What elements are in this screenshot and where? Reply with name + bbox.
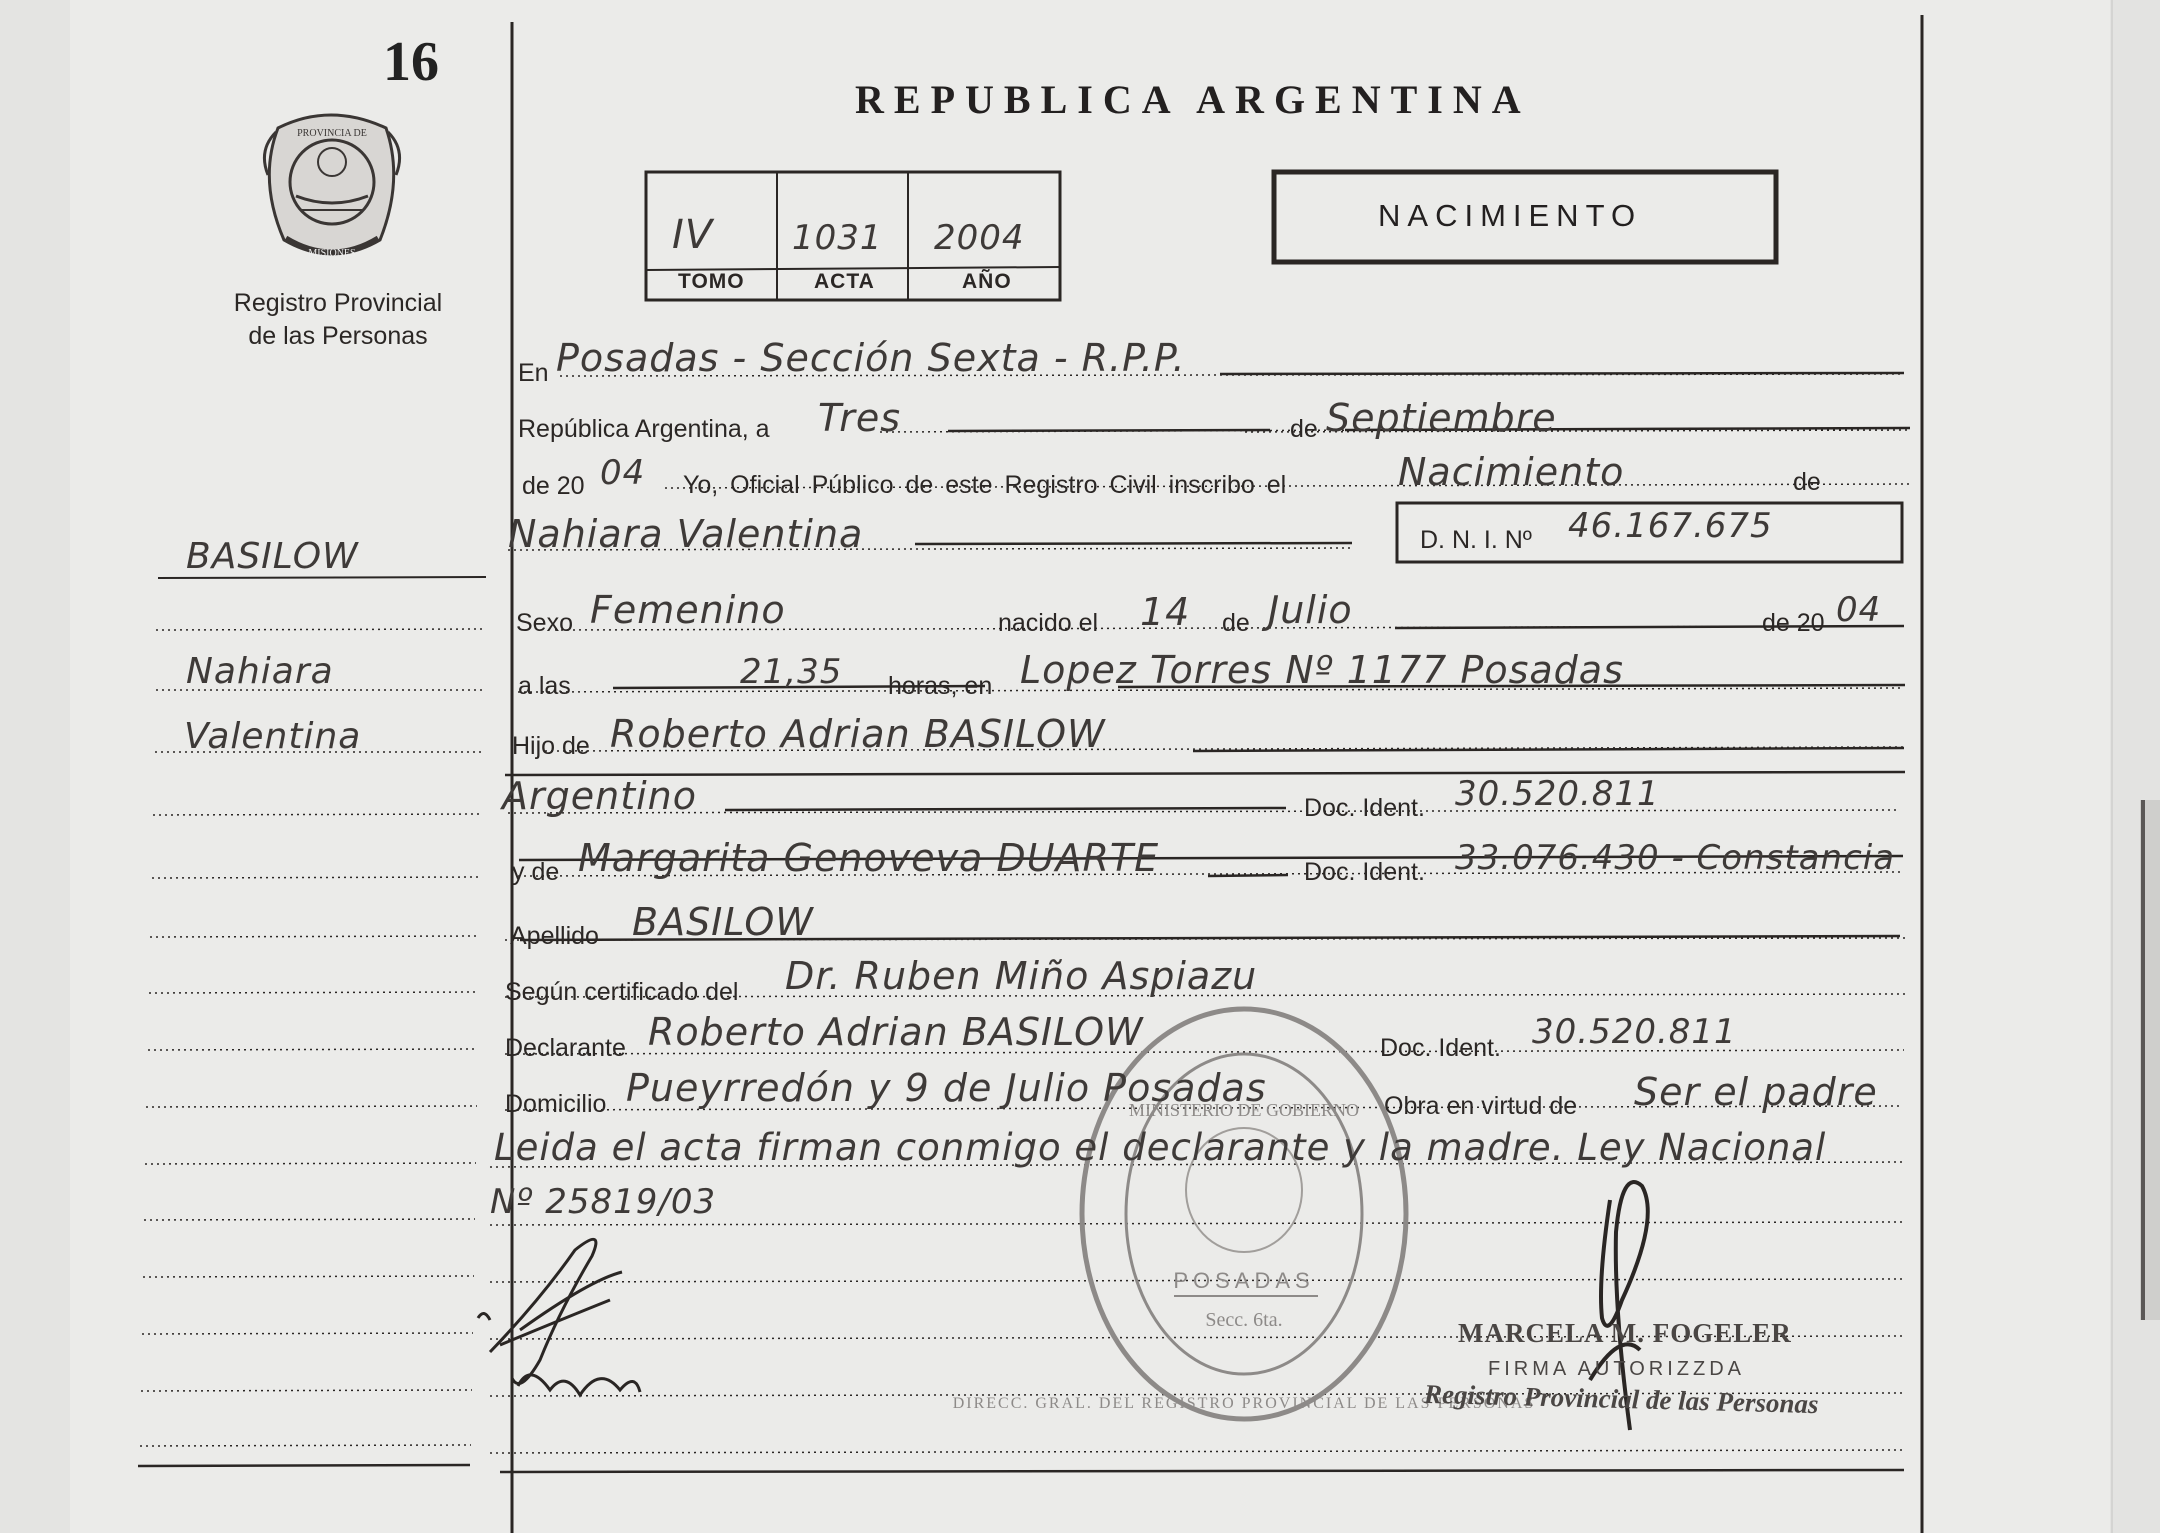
- seal-section: Secc. 6ta.: [1205, 1309, 1283, 1331]
- hijo-label: Hijo de: [512, 732, 590, 760]
- birth-time: 21,35: [740, 652, 843, 692]
- anio-value: 2004: [934, 218, 1025, 258]
- declarante-label: Declarante: [505, 1034, 626, 1062]
- domicilio-label: Domicilio: [505, 1090, 607, 1118]
- tomo-value: IV: [672, 212, 714, 258]
- seal-inner-text: MINISTERIO DE GOBIERNO: [1129, 1100, 1359, 1120]
- horas-label: horas, en: [888, 672, 993, 700]
- signer-office: Registro Provincial de las Personas: [1423, 1378, 1819, 1420]
- alas-label: a las: [518, 672, 571, 700]
- margin-name-2: Valentina: [184, 716, 362, 757]
- dni-label: D. N. I. Nº: [1420, 526, 1532, 554]
- declarante-doc: 30.520.811: [1532, 1012, 1737, 1052]
- org-name-line1: Registro Provincial: [233, 289, 443, 317]
- nacido-label: nacido el: [998, 609, 1099, 637]
- year-suffix: 04: [600, 453, 646, 493]
- margin-surname: BASILOW: [186, 536, 359, 577]
- seal-ring-text: DIRECC. GRAL. DEL REGISTRO PROVINCIAL DE LAS PERSONAS: [952, 1395, 1536, 1412]
- official-text: Yo, Oficial Público de este Registro Civil inscribo el: [683, 471, 1287, 499]
- mother-doc: 33.076.430 - Constancia: [1455, 838, 1896, 878]
- birth-year-prefix: de 20: [1762, 609, 1825, 637]
- de-label-3: de: [1222, 609, 1250, 637]
- sexo-label: Sexo: [516, 609, 573, 637]
- dni-value: 46.167.675: [1568, 506, 1773, 546]
- mother-doc-label: Doc. Ident.: [1304, 858, 1425, 886]
- father-nationality: Argentino: [502, 774, 697, 818]
- coat-of-arms-top-text: PROVINCIA DE: [297, 128, 367, 139]
- margin-name-1: Nahiara: [186, 651, 334, 692]
- org-name-line2: de las Personas: [248, 322, 428, 350]
- birth-day: 14: [1140, 590, 1191, 634]
- place-value: Posadas - Sección Sexta - R.P.P.: [556, 336, 1186, 380]
- apellido-value: BASILOW: [632, 900, 814, 944]
- day-value: Tres: [818, 396, 902, 440]
- declarante-doc-label: Doc. Ident.: [1380, 1034, 1501, 1062]
- act-type: NACIMIENTO: [1378, 198, 1643, 233]
- child-name: Nahiara Valentina: [508, 512, 864, 556]
- yde-label: y de: [512, 858, 560, 886]
- apellido-label: Apellido: [510, 922, 599, 950]
- declarante-name: Roberto Adrian BASILOW: [648, 1010, 1144, 1054]
- event-value: Nacimiento: [1398, 450, 1625, 494]
- page-number: 16: [383, 31, 439, 93]
- father-doc-label: Doc. Ident.: [1304, 794, 1425, 822]
- mother-name: Margarita Genoveva DUARTE: [578, 836, 1160, 880]
- acta-value: 1031: [792, 218, 883, 258]
- certifier: Dr. Ruben Miño Aspiazu: [785, 954, 1258, 998]
- republica-label: República Argentina, a: [518, 415, 770, 443]
- signer-name: MARCELA M. FOGELER: [1458, 1318, 1792, 1348]
- month-value: Septiembre: [1326, 396, 1557, 440]
- coat-of-arms-bottom-text: MISIONES: [308, 248, 356, 259]
- father-doc: 30.520.811: [1455, 774, 1660, 814]
- father-name: Roberto Adrian BASILOW: [610, 712, 1106, 756]
- seal-city: POSADAS: [1173, 1268, 1315, 1293]
- year-prefix: de 20: [522, 472, 585, 500]
- segun-label: Según certificado del: [505, 978, 739, 1006]
- page-title: REPUBLICA ARGENTINA: [855, 77, 1531, 122]
- en-label: En: [518, 359, 549, 387]
- signer-role: FIRMA AUTORIZZDA: [1488, 1358, 1745, 1380]
- acta-label: ACTA: [814, 270, 875, 293]
- domicilio-value: Pueyrredón y 9 de Julio Posadas: [626, 1066, 1267, 1110]
- obra-label: Obra en virtud de: [1384, 1092, 1578, 1120]
- note-line-1: Leida el acta firman conmigo el declarante y la madre. Ley Nacional: [494, 1126, 1827, 1169]
- birth-year-suffix: 04: [1836, 590, 1882, 630]
- anio-label: AÑO: [962, 270, 1012, 293]
- birth-place: Lopez Torres Nº 1177 Posadas: [1020, 648, 1624, 692]
- note-line-2: Nº 25819/03: [490, 1182, 717, 1222]
- de-label-2: de: [1793, 468, 1821, 496]
- sexo-value: Femenino: [590, 588, 786, 632]
- obra-value: Ser el padre: [1634, 1070, 1878, 1114]
- de-label: de: [1290, 415, 1318, 443]
- birth-month: Julio: [1268, 588, 1353, 632]
- tomo-label: TOMO: [678, 270, 745, 293]
